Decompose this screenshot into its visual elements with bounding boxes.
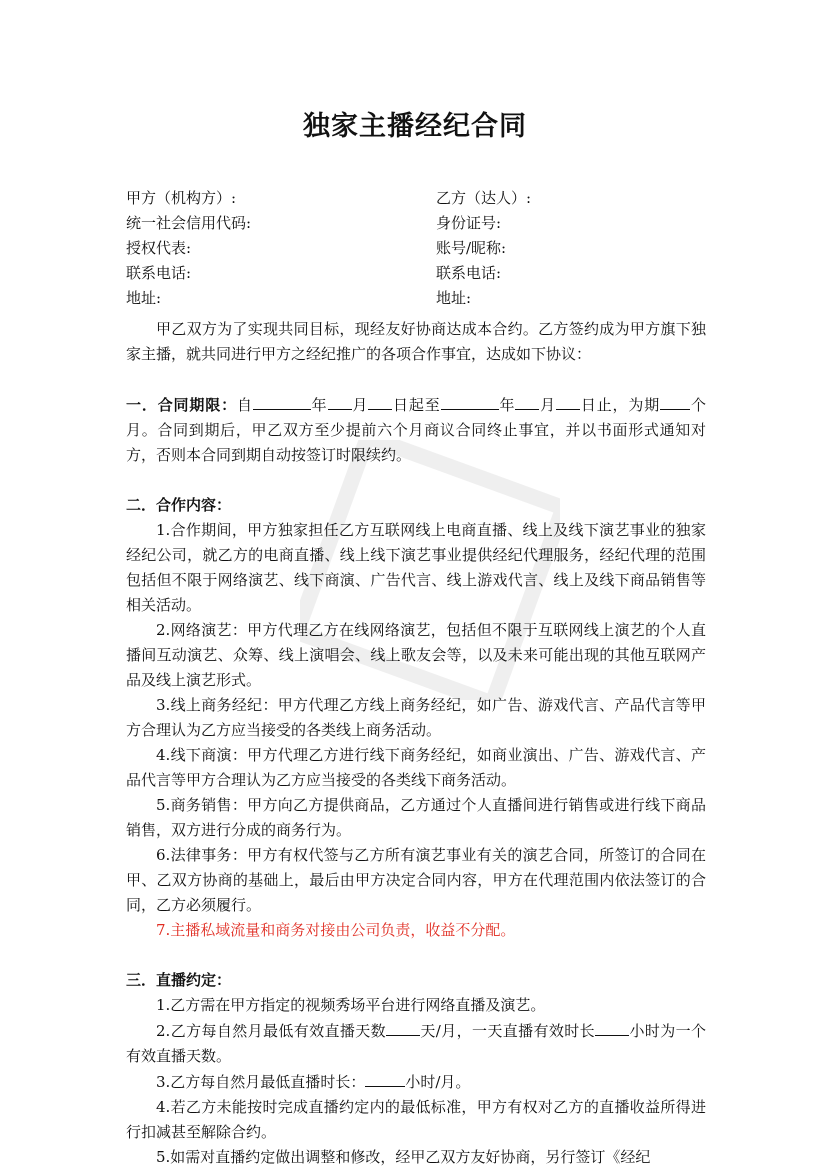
text-fragment: 小时为一个有效直播天数。 (126, 1022, 706, 1065)
party-info (126, 186, 726, 311)
section-1-paragraph (126, 392, 706, 468)
list-item: 1.合作期间，甲方独家担任乙方互联网线上电商直播、线上及线下演艺事业的独家经纪公司，就乙方的电商直播、线上线下演艺事业提供经纪代理服务，经纪代理的范围包括但不限于网络演艺、线下商演、广告代言、线上游戏代言、线上及线下商品销售等相关活动。 (126, 521, 706, 614)
blank-line[interactable] (368, 392, 392, 410)
list-item: 5.如需对直播约定做出调整和修改，经甲乙双方友好协商，另行签订《经纪 (156, 1148, 651, 1166)
highlighted-list-item: 7.主播私域流量和商务对接由公司负责，收益不分配。 (156, 921, 516, 939)
text-fragment: 天/月，一天直播有效时长 (420, 1022, 596, 1040)
intro-paragraph: 甲乙双方为了实现共同目标，现经友好协商达成本合约。乙方签约成为甲方旗下独家主播，就共同进行甲方之经纪推广的各项合作事宜，达成如下协议： (126, 320, 706, 363)
party-row (126, 211, 726, 236)
party-b-phone: 联系电话: (436, 264, 502, 282)
section-2-heading: 二．合作内容： (126, 496, 232, 514)
party-b-name: 乙方（达人）: (436, 189, 532, 207)
section-3-heading: 三．直播约定： (126, 971, 232, 989)
list-item: 2.网络演艺：甲方代理乙方在线网络演艺，包括但不限于互联网线上演艺的个人直播间互动演艺、众筹、线上演唱会、线上歌友会等，以及未来可能出现的其他互联网产品及线上演艺形式。 (126, 621, 706, 689)
text-fragment: 日止，为期 (580, 396, 661, 414)
blank-line[interactable] (386, 1018, 420, 1036)
list-item: 1.乙方需在甲方指定的视频秀场平台进行网络直播及演艺。 (156, 996, 546, 1014)
list-item: 5.商务销售：甲方向乙方提供商品，乙方通过个人直播间进行销售或进行线下商品销售，双方进行分成的商务行为。 (126, 796, 706, 839)
party-a-phone: 联系电话: (126, 264, 192, 282)
blank-line[interactable] (365, 1069, 405, 1087)
list-item: 6.法律事务：甲方有权代签与乙方所有演艺事业有关的演艺合同，所签订的合同在甲、乙双方协商的基础上，最后由甲方决定合同内容，甲方在代理范围内依法签订的合同，乙方必须履行。 (126, 846, 706, 914)
contract-body (126, 317, 706, 1170)
party-a-address: 地址: (126, 289, 162, 307)
party-b-address: 地址: (436, 289, 472, 307)
text-fragment: 3.乙方每自然月最低直播时长： (156, 1073, 366, 1091)
party-a-name: 甲方（机构方）: (126, 189, 237, 207)
text-fragment: 个月。合同到期后，甲乙双方至少提前六个月商议合同终止事宜，并以书面形式通知对方，否则本合同到期自动按签订时限续约。 (126, 396, 706, 464)
text-fragment: 日起至 (392, 396, 441, 414)
text-fragment: 2.乙方每自然月最低有效直播天数 (156, 1022, 387, 1040)
text-fragment: 年 (498, 396, 516, 414)
text-fragment: 自 (236, 396, 253, 414)
party-b-account: 账号/昵称: (436, 239, 507, 257)
list-item (126, 1018, 706, 1069)
section-1-heading: 一．合同期限： (126, 396, 237, 414)
party-row (126, 261, 726, 286)
blank-line[interactable] (556, 392, 580, 410)
blank-line[interactable] (515, 392, 539, 410)
blank-line[interactable] (441, 392, 499, 410)
list-item: 4.线下商演：甲方代理乙方进行线下商务经纪，如商业演出、广告、游戏代言、产品代言等甲方合理认为乙方应当接受的各类线下商务活动。 (126, 746, 706, 789)
list-item: 4.若乙方未能按时完成直播约定内的最低标准，甲方有权对乙方的直播收益所得进行扣减甚至解除合约。 (126, 1098, 706, 1141)
list-item: 3.线上商务经纪：甲方代理乙方线上商务经纪，如广告、游戏代言、产品代言等甲方合理认为乙方应当接受的各类线上商务活动。 (126, 696, 706, 739)
party-row (126, 236, 726, 261)
text-fragment: 小时/月。 (405, 1073, 471, 1091)
text-fragment: 月 (351, 396, 369, 414)
text-fragment: 年 (310, 396, 328, 414)
text-fragment: 月 (539, 396, 556, 414)
party-b-id-number: 身份证号: (436, 214, 502, 232)
party-row (126, 186, 726, 211)
blank-line[interactable] (660, 392, 690, 410)
party-a-representative: 授权代表: (126, 239, 192, 257)
contract-title: 独家主播经纪合同 (303, 111, 527, 142)
party-row (126, 286, 726, 311)
blank-line[interactable] (328, 392, 352, 410)
list-item (126, 1069, 706, 1095)
blank-line[interactable] (595, 1018, 629, 1036)
party-a-credit-code: 统一社会信用代码: (126, 214, 252, 232)
blank-line[interactable] (253, 392, 311, 410)
